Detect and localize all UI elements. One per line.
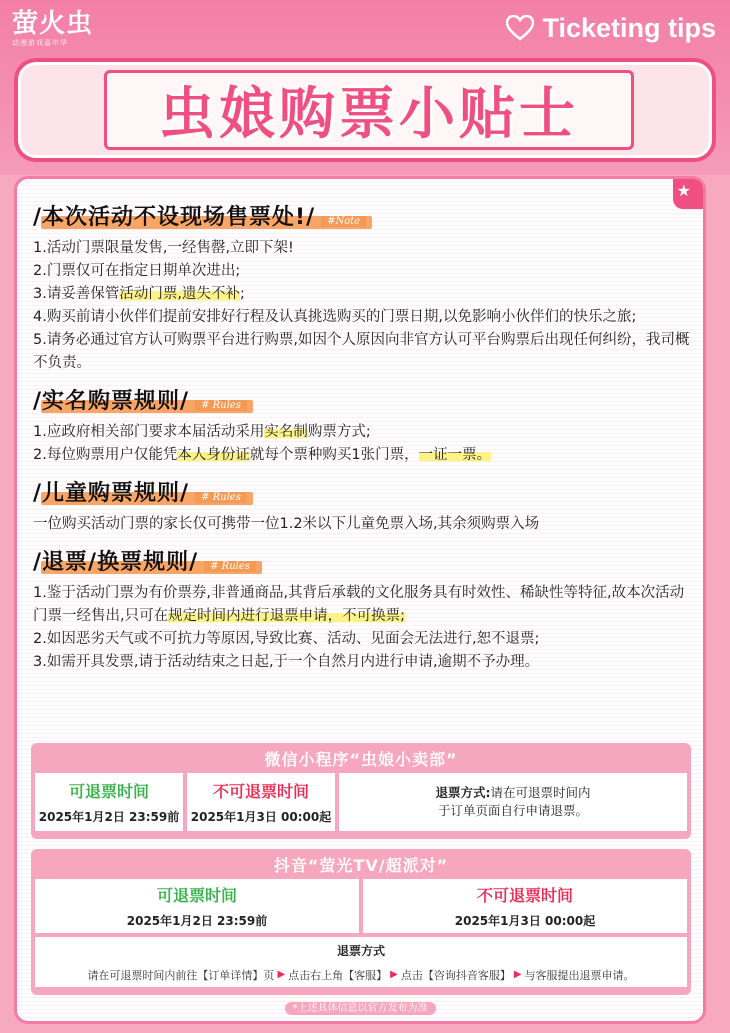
heart-icon <box>506 15 534 41</box>
section-tag: # Rules <box>195 492 247 503</box>
panel-row <box>31 937 691 991</box>
refund-steps-cell <box>35 937 687 987</box>
panel-row <box>31 879 691 937</box>
rules-content <box>33 197 693 680</box>
step-text: 点击右上角【客服】 <box>288 968 388 982</box>
step-text: 请在可退票时间内前往【订单详情】页 <box>87 968 275 982</box>
rule-line: 1.鉴于活动门票为有价票券,非普通商品,其背后承载的文化服务具有时效性、稀缺性等特征,故本次活动门票一经售出,只可在规定时间内进行退票申请，不可换票; <box>33 585 685 624</box>
section-header-children <box>33 473 247 507</box>
nonrefundable-cell <box>363 879 687 933</box>
rule-line: 2.门票仅可在指定日期单次进出; <box>33 263 241 279</box>
highlighted-text: 规定时间内进行退票申请，不可换票; <box>168 608 405 624</box>
rule-line: 4.购买前请小伙伴们提前安排好行程及认真挑选购买的门票日期,以免影响小伙伴们的快乐之旅; <box>33 309 637 325</box>
ticketing-tips-label <box>506 12 716 44</box>
panel-header: 微信小程序“虫娘小卖部” <box>264 749 458 769</box>
section-body <box>33 582 693 674</box>
brand-logo <box>12 10 142 50</box>
highlighted-text: 一证一票。 <box>418 447 492 463</box>
refundable-label: 可退票时间 <box>68 782 149 801</box>
step-text: 点击【咨询抖音客服】 <box>400 968 511 982</box>
panel-row <box>31 773 691 835</box>
rule-line: 一位购买活动门票的家长仅可携带一位1.2米以下儿童免票入场,其余须购票入场 <box>33 516 540 532</box>
nonrefundable-date: 2025年1月3日 00:00起 <box>454 914 596 928</box>
title-frame <box>14 58 716 162</box>
highlighted-text: 活动门票,遗失不补 <box>119 286 240 302</box>
douyin-refund-panel <box>31 849 691 995</box>
section-body <box>33 237 693 375</box>
section-title: /儿童购票规则/ <box>33 481 190 506</box>
section-header-note <box>33 197 366 231</box>
rule-line: 5.请务必通过官方认可购票平台进行购票,如因个人原因向非官方认可平台购票后出现任何纠纷，我司概不负责。 <box>33 332 690 371</box>
section-title: /退票/换票规则/ <box>33 550 199 575</box>
title-box <box>104 70 634 150</box>
refund-method-title: 退票方式 <box>336 943 385 958</box>
section-tag: # Rules <box>204 561 256 572</box>
highlighted-text: 本人身份证 <box>177 447 250 463</box>
rule-line: 2.每位购票用户仅能凭本人身份证就每个票种购买1张门票，一证一票。 <box>33 447 492 463</box>
nonrefundable-cell <box>187 773 335 831</box>
footnote <box>17 999 703 1014</box>
rule-line: 3.请妥善保管活动门票,遗失不补; <box>33 286 245 302</box>
section-tag: # Rules <box>195 400 247 411</box>
section-body <box>33 513 693 536</box>
page-title: 虫娘购票小贴士 <box>159 82 579 147</box>
rule-line: 3.如需开具发票,请于活动结束之日起,于一个自然月内进行申请,逾期不予办理。 <box>33 654 540 670</box>
arrow-right-icon: ▶ <box>513 969 522 980</box>
wechat-refund-panel <box>31 743 691 839</box>
section-header-refund <box>33 542 256 576</box>
footnote-text: *上述具体信息以官方发布为准 <box>285 1002 436 1015</box>
refundable-cell <box>35 879 359 933</box>
logo-sub: 动漫游戏嘉年华 <box>12 39 68 47</box>
nonrefundable-label: 不可退票时间 <box>212 782 309 801</box>
rule-line: 1.应政府相关部门要求本届活动采用实名制购票方式; <box>33 424 371 440</box>
section-title: /实名购票规则/ <box>33 389 190 414</box>
rule-line: 1.活动门票限量发售,一经售罄,立即下架! <box>33 240 294 256</box>
arrow-right-icon: ▶ <box>390 969 398 980</box>
nonrefundable-label: 不可退票时间 <box>476 886 573 905</box>
tips-text: Ticketing tips <box>542 12 716 43</box>
arrow-right-icon: ▶ <box>277 969 286 980</box>
refundable-date: 2025年1月2日 23:59前 <box>38 810 180 824</box>
logo-main: 萤火虫 <box>12 9 94 39</box>
panel-header: 抖音“萤光TV/超派对” <box>273 855 449 875</box>
refundable-cell <box>35 773 183 831</box>
header-band <box>0 0 730 175</box>
step-text: 与客服提出退票申请。 <box>524 968 635 982</box>
refundable-date: 2025年1月2日 23:59前 <box>126 914 268 928</box>
rule-line: 2.如因恶劣天气或不可抗力等原因,导致比赛、活动、见面会无法进行,恕不退票; <box>33 631 540 647</box>
star-icon: ★ <box>676 181 691 200</box>
section-title: /本次活动不设现场售票处!/ <box>33 205 316 230</box>
content-card <box>14 176 706 1024</box>
nonrefundable-date: 2025年1月3日 00:00起 <box>190 810 332 824</box>
refund-steps <box>87 967 634 983</box>
section-header-realname <box>33 381 247 415</box>
refund-method-cell <box>339 773 687 831</box>
highlighted-text: 实名制 <box>264 424 308 440</box>
section-body <box>33 421 693 467</box>
section-tag: #Note <box>321 216 366 227</box>
refund-method: 退票方式:请在可退票时间内 于订单页面自行申请退票。 <box>435 785 591 818</box>
refundable-label: 可退票时间 <box>156 886 237 905</box>
